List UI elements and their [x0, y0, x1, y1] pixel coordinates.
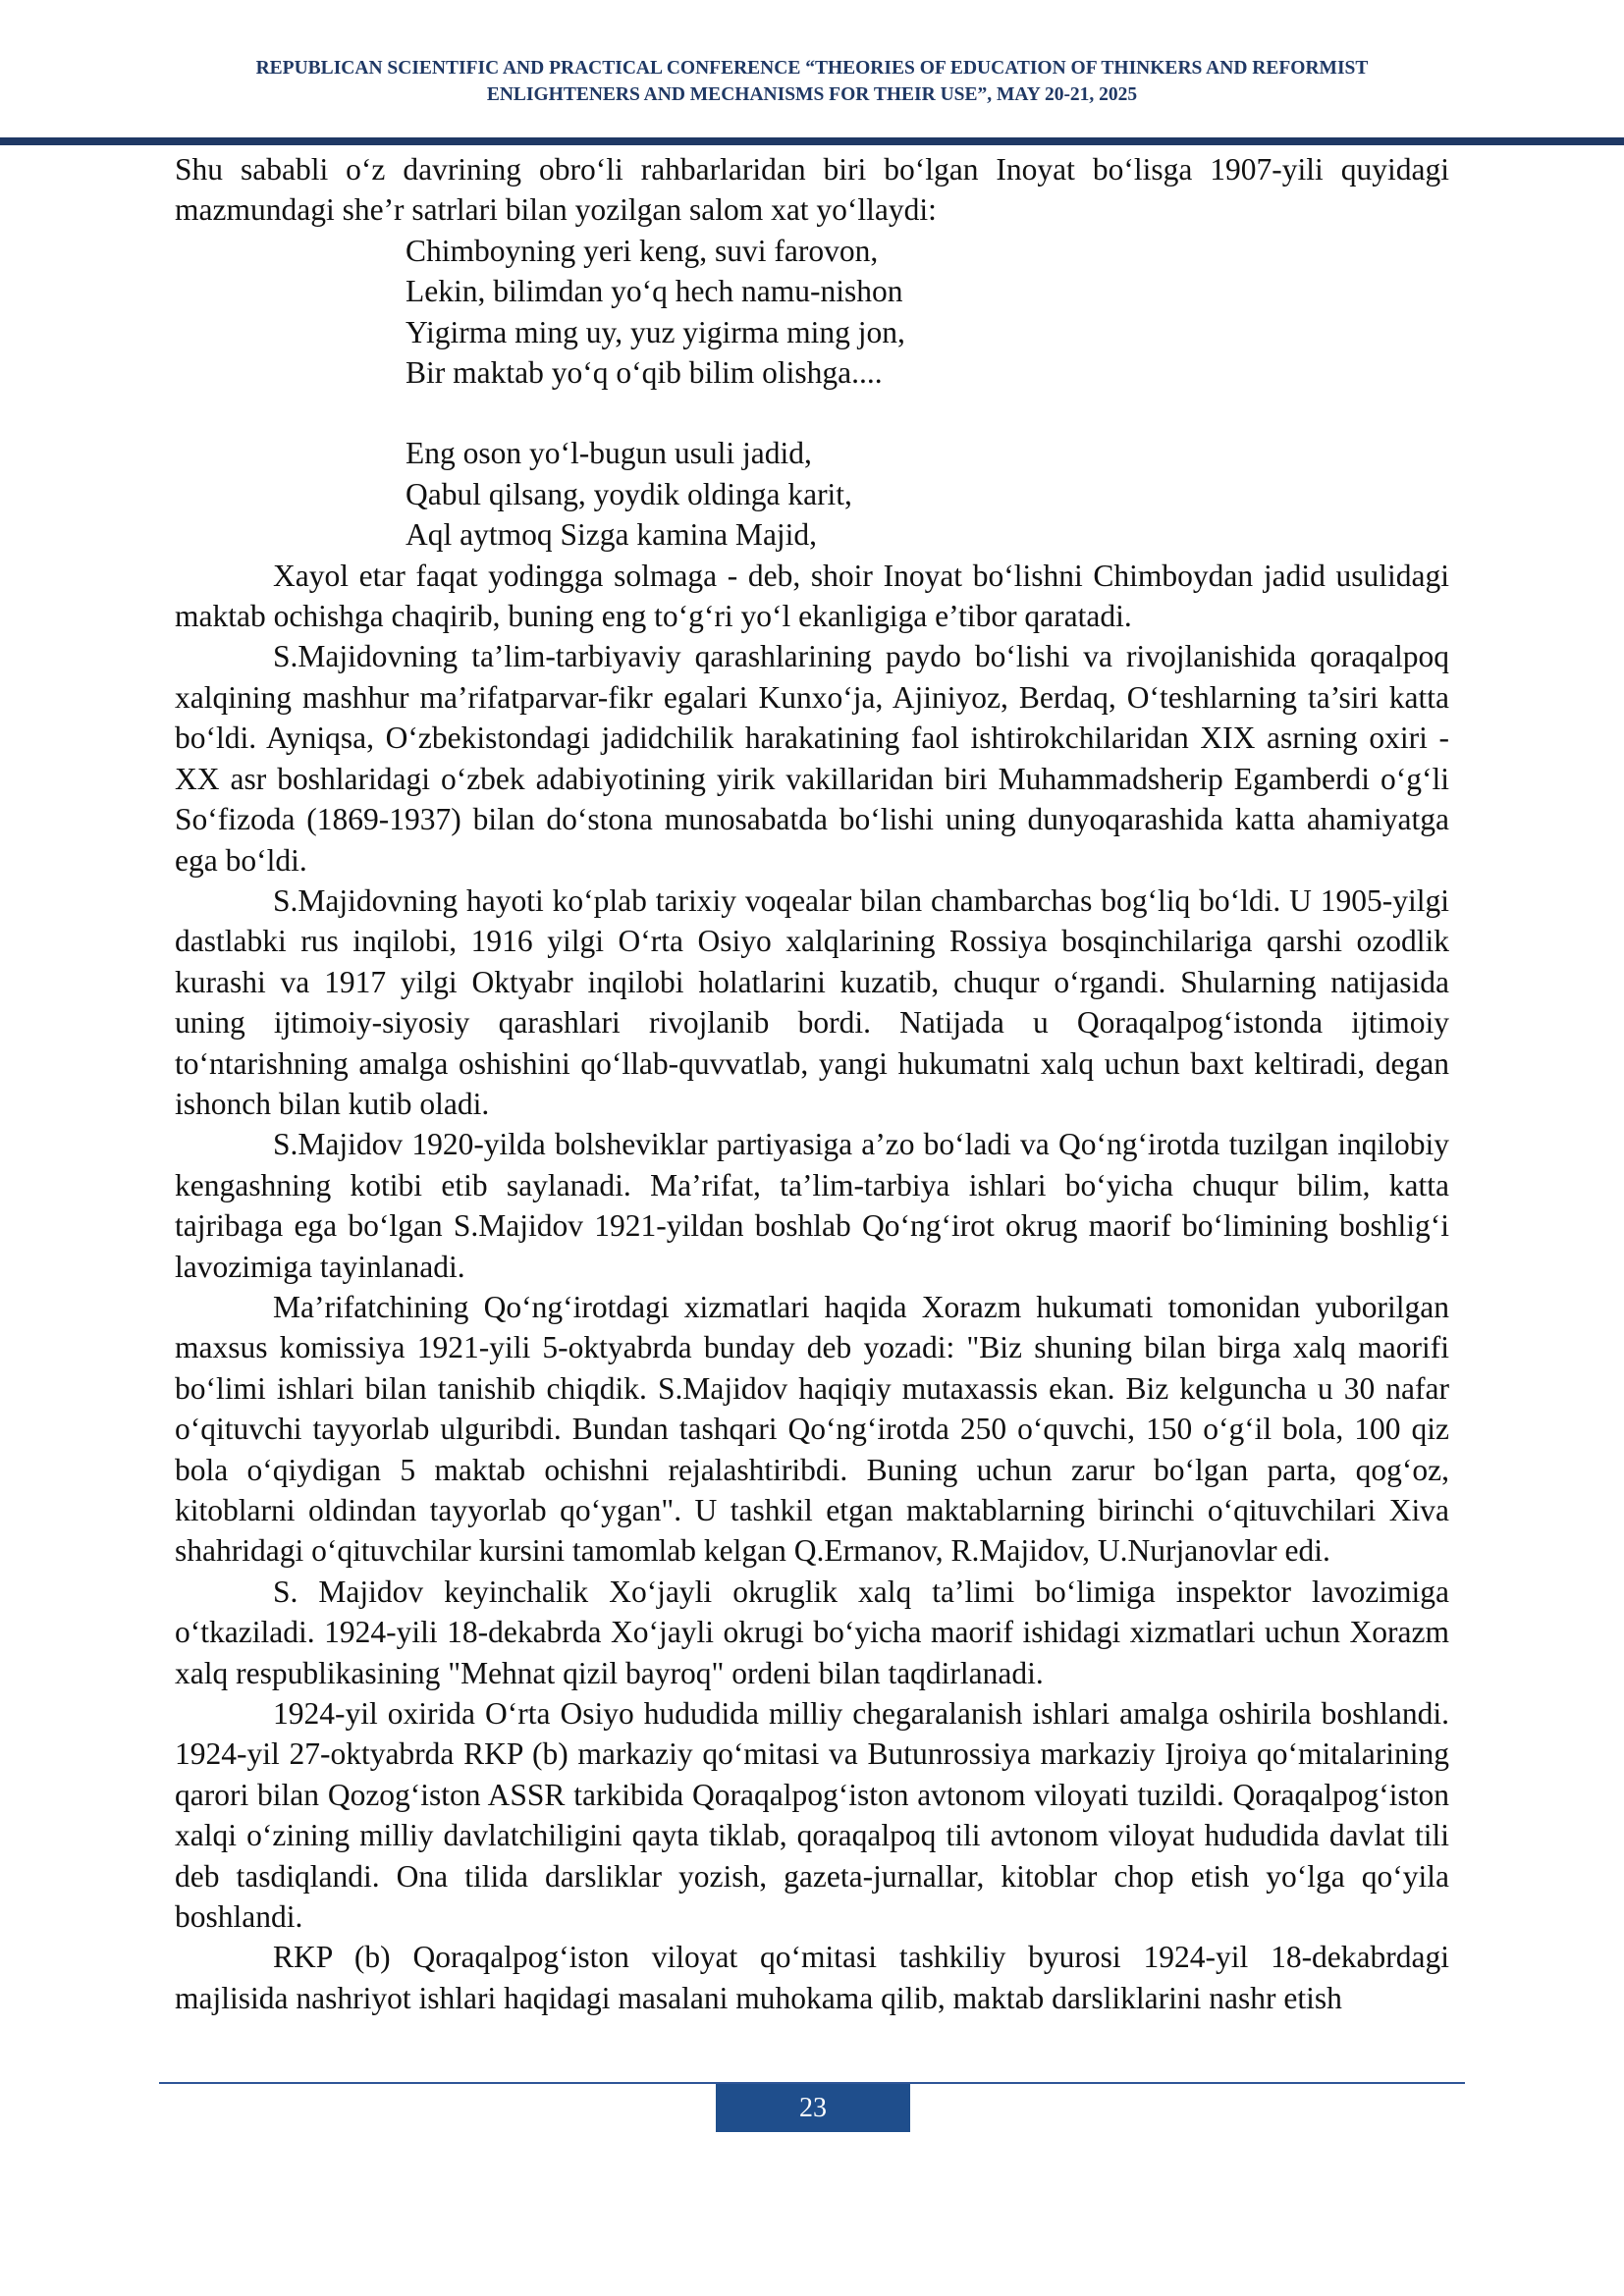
poem-line: Bir maktab yo‘q o‘qib bilim olishga....: [406, 355, 883, 391]
running-header: [147, 55, 1477, 108]
poem-line: Qabul qilsang, yoydik oldinga karit,: [406, 476, 852, 511]
paragraph: RKP (b) Qoraqalpog‘iston viloyat qo‘mitasi tashkiliy byurosi 1924-yil 18-dekabrdagi majlisida nashriyot ishlari haqidagi masalani muhokama qilib, maktab darsliklarini nashr etish: [175, 1940, 1449, 2015]
header-line-1: REPUBLICAN SCIENTIFIC AND PRACTICAL CONFERENCE “THEORIES OF EDUCATION OF THINKERS AND REFORMIST: [255, 58, 1369, 79]
paragraph: S.Majidovning hayoti ko‘plab tarixiy voqealar bilan chambarchas bog‘liq bo‘ldi. U 1905-yilgi dastlabki rus inqilobi, 1916 yilgi O‘rta Osiyo xalqlarining Rossiya bosqinchilariga qarshi ozodlik kurashi va 1917 yilgi Oktyabr inqilobi holatlarini kuzatib, chuqur o‘rgandi. Shularning natijasida uning ijtimoiy-siyosiy qarashlari rivojlanib bordi. Natijada u Qoraqalpog‘istonda ijtimoiy to‘ntarishning amalga oshishini qo‘llab-quvvatlab, yangi hukumatni xalq uchun baxt keltiradi, degan ishonch bilan kutib oladi.: [175, 882, 1449, 1121]
page-number: 23: [716, 2084, 910, 2132]
paragraph: Xayol etar faqat yodingga solmaga - deb, shoir Inoyat bo‘lishni Chimboydan jadid usulidagi maktab ochishga chaqirib, buning eng to‘g‘ri yo‘l ekanligiga e’tibor qaratadi.: [175, 558, 1449, 634]
header-rule: [0, 137, 1624, 145]
poem-line: Aql aytmoq Sizga kamina Majid,: [406, 517, 818, 553]
article-body: [175, 149, 1449, 2018]
paragraph: S.Majidov 1920-yilda bolsheviklar partiyasiga a’zo bo‘ladi va Qo‘ng‘irotda tuzilgan inqilobiy kengashning kotibi etib saylanadi. Ma’rifat, ta’lim-tarbiya ishlari bo‘yicha chuqur bilim, katta tajribaga ega bo‘lgan S.Majidov 1921-yildan boshlab Qo‘ng‘irot okrug maorif bo‘limining boshlig‘i lavozimiga tayinlanadi.: [175, 1127, 1449, 1284]
paragraph: 1924-yil oxirida O‘rta Osiyo hududida milliy chegaralanish ishlari amalga oshirila boshlandi. 1924-yil 27-oktyabrda RKP (b) markaziy qo‘mitasi va Butunrossiya markaziy Ijroiya qo‘mitalarining qarori bilan Qozog‘iston ASSR tarkibida Qoraqalpog‘iston avtonom viloyati tuzildi. Qoraqalpog‘iston xalqi o‘zining milliy davlatchiligini qayta tiklab, qoraqalpoq tili avtonom viloyat hududida davlat tili deb tasdiqlandi. Ona tilida darsliklar yozish, gazeta-jurnallar, kitoblar chop etish yo‘lga qo‘yila boshlandi.: [175, 1696, 1449, 1935]
poem-line: Chimboyning yeri keng, suvi farovon,: [406, 233, 879, 268]
poem-line: Yigirma ming uy, yuz yigirma ming jon,: [406, 314, 905, 349]
paragraph: S. Majidov keyinchalik Xo‘jayli okruglik xalq ta’limi bo‘limiga inspektor lavozimiga o‘tkaziladi. 1924-yili 18-dekabrda Xo‘jayli okrugi bo‘yicha maorif ishidagi xizmatlari uchun Xorazm xalq respublikasining "Mehnat qizil bayroq" ordeni bilan taqdirlanadi.: [175, 1574, 1449, 1690]
paragraph: Ma’rifatchining Qo‘ng‘irotdagi xizmatlari haqida Xorazm hukumati tomonidan yuborilgan maxsus komissiya 1921-yili 5-oktyabrda bunday deb yozadi: "Biz shuning bilan birga xalq maorifi bo‘limi ishlari bilan tanishib chiqdik. S.Majidov haqiqiy mutaxassis ekan. Biz kelguncha u 30 nafar o‘qituvchi tayyorlab ulguribdi. Bundan tashqari Qo‘ng‘irotda 250 o‘quvchi, 150 o‘g‘il bola, 100 qiz bola o‘qiydigan 5 maktab ochishni rejalashtiribdi. Buning uchun zarur bo‘lgan parta, qog‘oz, kitoblarni oldindan tayyorlab qo‘ygan". U tashkil etgan maktablarning birinchi o‘qituvchilari Xiva shahridagi o‘qituvchilar kursini tamomlab kelgan Q.Ermanov, R.Majidov, U.Nurjanovlar edi.: [175, 1289, 1449, 1569]
poem: [406, 231, 1449, 556]
poem-line: Eng oson yo‘l-bugun usuli jadid,: [406, 436, 812, 471]
header-line-2: ENLIGHTENERS AND MECHANISMS FOR THEIR USE”, MAY 20-21, 2025: [486, 84, 1138, 105]
intro-paragraph: Shu sababli o‘z davrining obro‘li rahbarlaridan biri bo‘lgan Inoyat bo‘lisga 1907-yili quyidagi mazmundagi she’r satrlari bilan yozilgan salom xat yo‘llaydi:: [175, 152, 1449, 228]
stanza-gap: [406, 393, 1449, 433]
paragraph: S.Majidovning ta’lim-tarbiyaviy qarashlarining paydo bo‘lishi va rivojlanishida qoraqalpoq xalqining mashhur ma’rifatparvar-fikr egalari Kunxo‘ja, Ajiniyoz, Berdaq, O‘teshlarning ta’siri katta bo‘ldi. Ayniqsa, O‘zbekistondagi jadidchilik harakatining faol ishtirokchilaridan XIX asrning oxiri - XX asr boshlaridagi o‘zbek adabiyotining yirik vakillaridan biri Muhammadsherip Egamberdi o‘g‘li So‘fizoda (1869-1937) bilan do‘stona munosabatda bo‘lishi uning dunyoqarashida katta ahamiyatga ega bo‘ldi.: [175, 639, 1449, 878]
poem-line: Lekin, bilimdan yo‘q hech namu-nishon: [406, 274, 903, 309]
